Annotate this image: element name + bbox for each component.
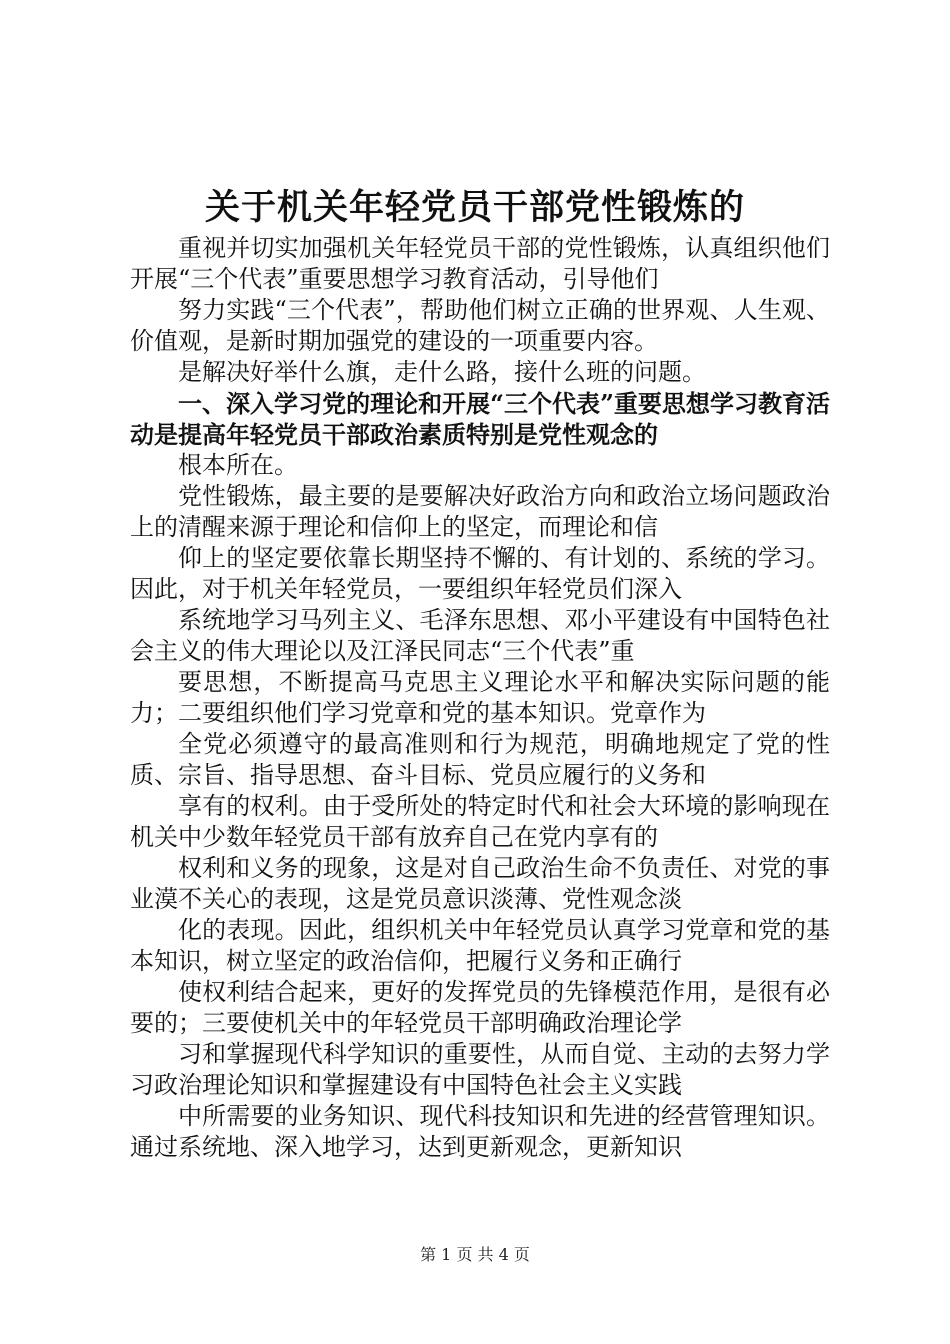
paragraph-5: 根本所在。 [178, 451, 298, 479]
paragraph-7: 仰上的坚定要依靠长期坚持不懈的、有计划的、系统的学习。因此，对于机关年轻党员，一要组织年轻党员们深入 [130, 544, 830, 603]
paragraph-8: 系统地学习马列主义、毛泽东思想、邓小平建设有中国特色社会主义的伟大理论以及江泽民同志“三个代表”重 [130, 606, 830, 665]
paragraph-11: 享有的权利。由于受所处的特定时代和社会大环境的影响现在机关中少数年轻党员干部有放弃自己在党内享有的 [130, 792, 830, 851]
paragraph-2: 努力实践“三个代表”，帮助他们树立正确的世界观、人生观、价值观，是新时期加强党的建设的一项重要内容。 [130, 296, 830, 355]
paragraph-1: 重视并切实加强机关年轻党员干部的党性锻炼，认真组织他们开展“三个代表”重要思想学习教育活动，引导他们 [130, 234, 830, 293]
paragraph-10: 全党必须遵守的最高准则和行为规范，明确地规定了党的性质、宗旨、指导思想、奋斗目标、党员应履行的义务和 [130, 730, 830, 789]
paragraph-16: 中所需要的业务知识、现代科技知识和先进的经营管理知识。通过系统地、深入地学习，达到更新观念，更新知识 [130, 1102, 830, 1161]
paragraph-13: 化的表现。因此，组织机关中年轻党员认真学习党章和党的基本知识，树立坚定的政治信仰，把履行义务和正确行 [130, 916, 830, 975]
document-body [130, 233, 830, 1163]
paragraph-12: 权利和义务的现象，这是对自己政治生命不负责任、对党的事业漠不关心的表现，这是党员意识淡薄、党性观念淡 [130, 854, 830, 913]
paragraph-14: 使权利结合起来，更好的发挥党员的先锋模范作用，是很有必要的；三要使机关中的年轻党员干部明确政治理论学 [130, 978, 830, 1037]
section-heading-1: 一、深入学习党的理论和开展“三个代表”重要思想学习教育活动是提高年轻党员干部政治素质特别是党性观念的 [130, 389, 830, 449]
paragraph-6: 党性锻炼，最主要的是要解决好政治方向和政治立场问题政治上的清醒来源于理论和信仰上的坚定，而理论和信 [130, 482, 830, 541]
paragraph-3: 是解决好举什么旗，走什么路，接什么班的问题。 [178, 358, 706, 386]
page-number-footer: 第 1 页 共 4 页 [420, 1245, 530, 1264]
paragraph-15: 习和掌握现代科学知识的重要性，从而自觉、主动的去努力学习政治理论知识和掌握建设有中国特色社会主义实践 [130, 1040, 830, 1099]
paragraph-9: 要思想，不断提高马克思主义理论水平和解决实际问题的能力；二要组织他们学习党章和党的基本知识。党章作为 [130, 668, 830, 727]
document-title: 关于机关年轻党员干部党性锻炼的 [204, 187, 745, 228]
